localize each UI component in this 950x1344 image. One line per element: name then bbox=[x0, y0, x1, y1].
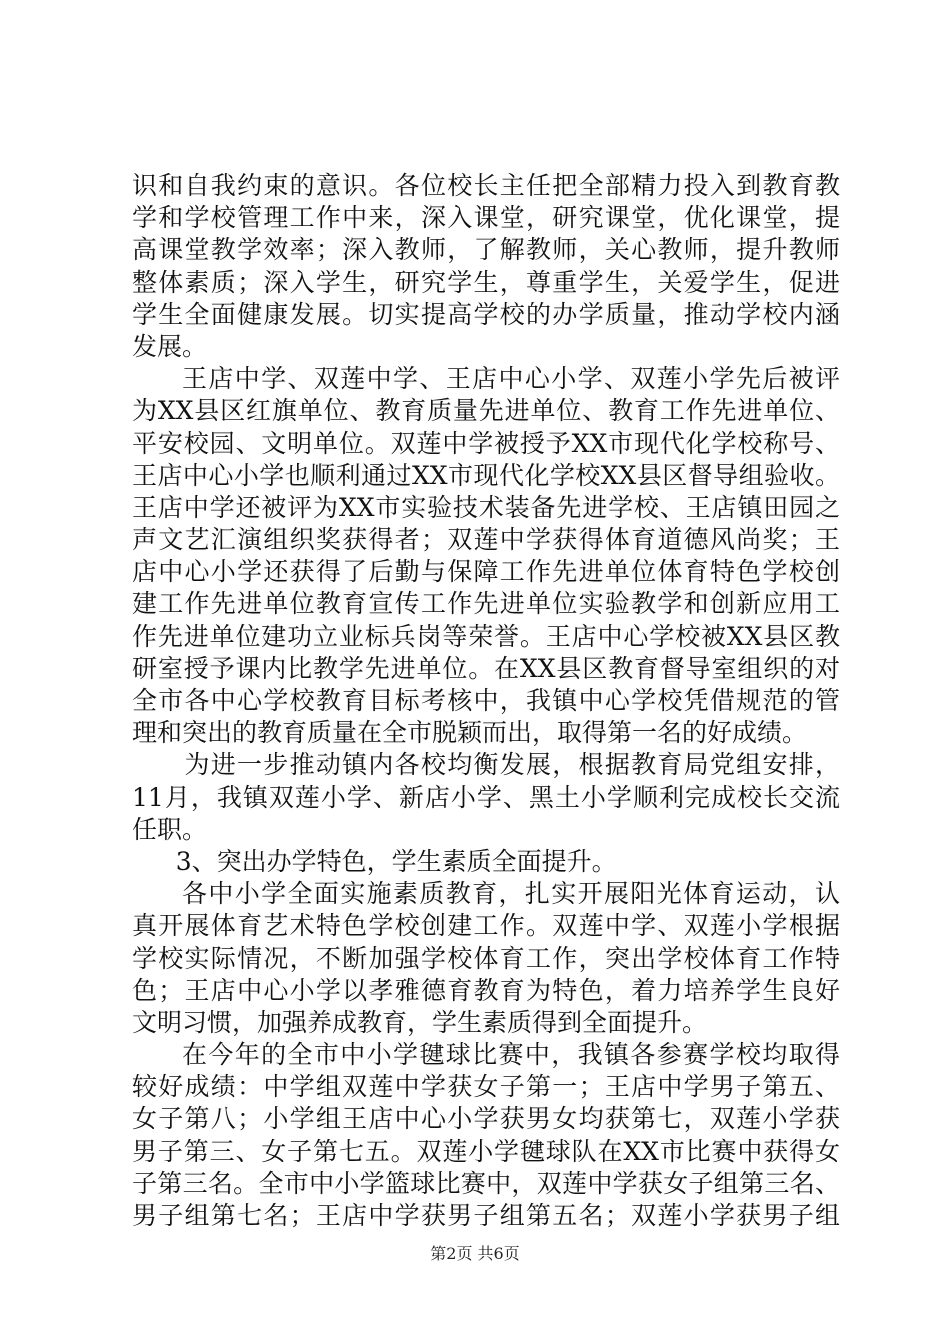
text-line: 王店中学还被评为XX市实验技术装备先进学校、王店镇田园之 bbox=[132, 492, 840, 522]
text-line: 学生全面健康发展。切实提高学校的办学质量，推动学校内涵 bbox=[132, 299, 840, 329]
text-line: 真开展体育艺术特色学校创建工作。双莲中学、双莲小学根据 bbox=[132, 911, 840, 941]
text-line: 男子组第七名；王店中学获男子组第五名；双莲小学获男子组 bbox=[132, 1201, 840, 1230]
text-line: 发展。 bbox=[132, 331, 208, 361]
text-line: 学校实际情况，不断加强学校体育工作，突出学校体育工作特 bbox=[132, 943, 840, 973]
text-line: 建工作先进单位教育宣传工作先进单位实验教学和创新应用工 bbox=[132, 589, 840, 619]
text-line: 店中心小学还获得了后勤与保障工作先进单位体育特色学校创 bbox=[132, 557, 840, 587]
text-line: 识和自我约束的意识。各位校长主任把全部精力投入到教育教 bbox=[132, 171, 840, 200]
text-line: 学和学校管理工作中来，深入课堂，研究课堂，优化课堂，提 bbox=[132, 203, 840, 233]
text-line: 文明习惯，加强养成教育，学生素质得到全面提升。 bbox=[132, 1007, 708, 1037]
text-line: 高课堂教学效率；深入教师，了解教师，关心教师，提升教师 bbox=[132, 235, 840, 265]
text-line: 女子第八；小学组王店中心小学获男女均获第七，双莲小学获 bbox=[132, 1104, 840, 1134]
text-line: 王店中心小学也顺利通过XX市现代化学校XX县区督导组验收。 bbox=[132, 460, 840, 490]
text-line: 男子第三、女子第七五。双莲小学毽球队在XX市比赛中获得女 bbox=[132, 1136, 840, 1166]
text-line: 整体素质；深入学生，研究学生，尊重学生，关爱学生，促进 bbox=[132, 267, 840, 297]
text-line: 为XX县区红旗单位、教育质量先进单位、教育工作先进单位、 bbox=[132, 396, 840, 426]
text-line: 色；王店中心小学以孝雅德育教育为特色，着力培养学生良好 bbox=[132, 975, 840, 1005]
text-line: 11月，我镇双莲小学、新店小学、黑土小学顺利完成校长交流 bbox=[132, 782, 840, 812]
text-line: 全市各中心学校教育目标考核中，我镇中心学校凭借规范的管 bbox=[132, 686, 840, 715]
document-body bbox=[132, 170, 840, 1232]
text-line: 王店中学、双莲中学、王店中心小学、双莲小学先后被评 bbox=[182, 364, 840, 394]
text-line: 各中小学全面实施素质教育，扎实开展阳光体育运动，认 bbox=[182, 879, 840, 909]
text-line: 理和突出的教育质量在全市脱颖而出，取得第一名的好成绩。 bbox=[132, 718, 808, 748]
text-line: 作先进单位建功立业标兵岗等荣誉。王店中心学校被XX县区教 bbox=[132, 621, 840, 651]
text-line: 声文艺汇演组织奖获得者；双莲中学获得体育道德风尚奖；王 bbox=[132, 525, 840, 555]
text-line: 较好成绩：中学组双莲中学获女子第一；王店中学男子第五、 bbox=[132, 1072, 840, 1102]
text-line: 在今年的全市中小学毽球比赛中，我镇各参赛学校均取得 bbox=[182, 1040, 840, 1070]
text-line: 为进一步推动镇内各校均衡发展，根据教育局党组安排， bbox=[184, 750, 840, 780]
text-line: 研室授予课内比教学先进单位。在XX县区教育督导室组织的对 bbox=[132, 653, 840, 683]
text-line: 任职。 bbox=[132, 814, 208, 844]
text-line: 平安校园、文明单位。双莲中学被授予XX市现代化学校称号、 bbox=[132, 428, 840, 458]
text-line: 3、突出办学特色，学生素质全面提升。 bbox=[175, 846, 617, 876]
text-line: 子第三名。全市中小学篮球比赛中，双莲中学获女子组第三名、 bbox=[132, 1168, 840, 1198]
page-footer: 第2页 共6页 bbox=[430, 1244, 520, 1263]
